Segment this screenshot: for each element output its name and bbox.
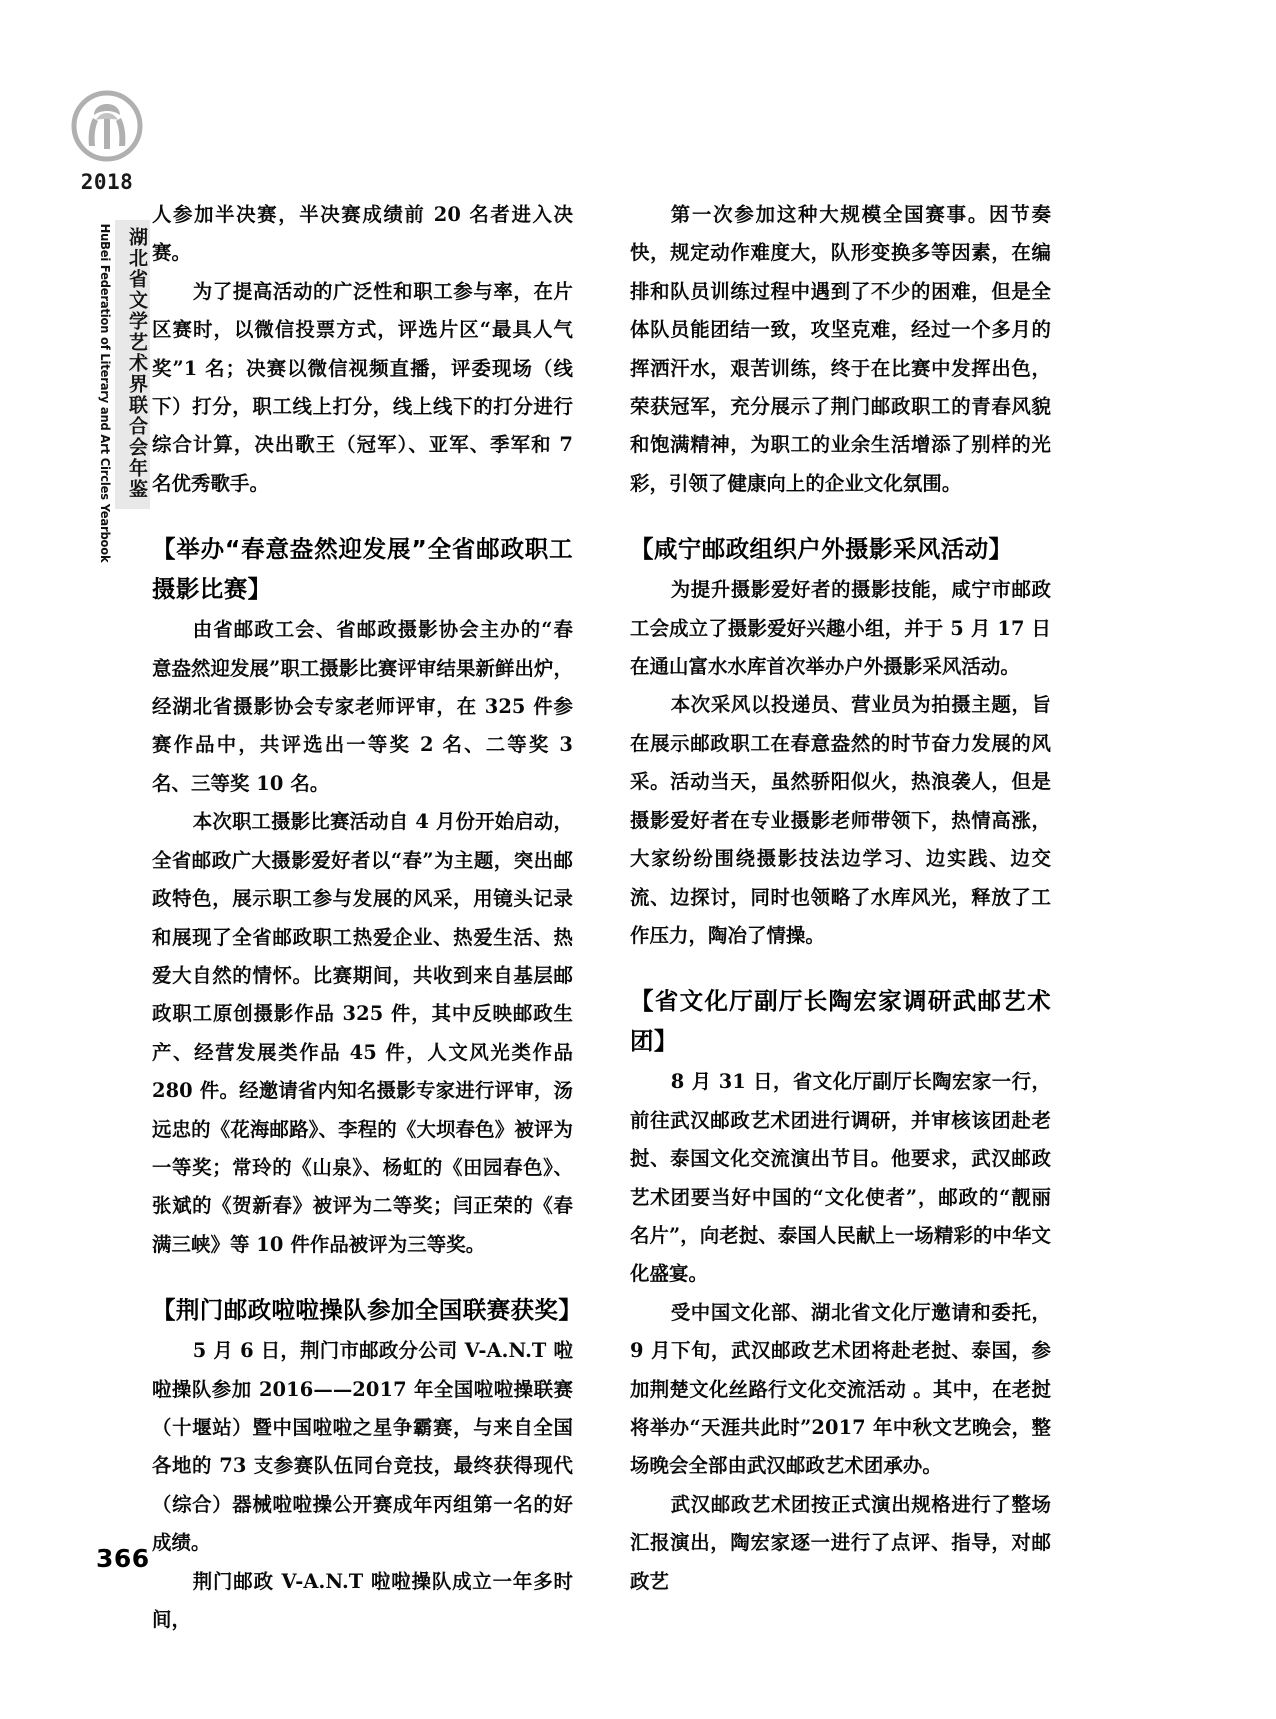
emblem-year: 2018 [80, 170, 134, 194]
body-paragraph: 人参加半决赛，半决赛成绩前 20 名者进入决赛。 [152, 203, 573, 265]
body-paragraph: 本次职工摄影比赛活动自 4 月份开始启动，全省邮政广大摄影爱好者以“春”为主题，突出邮政特色，展示职工参与发展的风采，用镜头记录和展现了全省邮政职工热爱企业、热爱生活、热爱大自然的情怀。比赛期间，共收到来自基层邮政职工原创摄影作品 325 件，其中反映邮政生产、经营发展类作品 45 件，人文风光类作品 280 件。经邀请省内知名摄影专家进行评审，汤远忠的《花海邮路》、李程的《大坝春色》被评为一等奖；常玲的《山泉》、杨虹的《田园春色》、张斌的《贺新春》被评为二等奖；闫正荣的《春满三峡》等 10 件作品被评为三等奖。 [152, 810, 573, 1256]
right-column [630, 196, 1051, 1639]
body-paragraph: 本次采风以投递员、营业员为拍摄主题，旨在展示邮政职工在春意盎然的时节奋力发展的风采。活动当天，虽然骄阳似火，热浪袭人，但是摄影爱好者在专业摄影老师带领下，热情高涨，大家纷纷围绕摄影技法边学习、边实践、边交流、边探讨，同时也领略了水库风光，释放了工作压力，陶冶了情操。 [630, 693, 1051, 947]
section-heading: 【省文化厅副厅长陶宏家调研武邮艺术团】 [630, 987, 1051, 1056]
page-margin-block [64, 88, 150, 592]
vertical-title-en: HuBei Federation of Literary and Art Circles Yearbook [98, 223, 113, 563]
body-paragraph: 为提升摄影爱好者的摄影技能，咸宁市邮政工会成立了摄影爱好兴趣小组，并于 5 月 17 日在通山富水水库首次举办户外摄影采风活动。 [630, 578, 1051, 679]
page-number: 366 [96, 1544, 150, 1573]
body-paragraph: 8 月 31 日，省文化厅副厅长陶宏家一行，前往武汉邮政艺术团进行调研，并审核该团赴老挝、泰国文化交流演出节目。他要求，武汉邮政艺术团要当好中国的“文化使者”，邮政的“靓丽名片”，向老挝、泰国人民献上一场精彩的中华文化盛宴。 [630, 1070, 1051, 1286]
body-paragraph: 受中国文化部、湖北省文化厅邀请和委托，9 月下旬，武汉邮政艺术团将赴老挝、泰国，参加荆楚文化丝路行文化交流活动 。其中，在老挝将举办“天涯共此时”2017 年中秋文艺晚会，整场晚会全部由武汉邮政艺术团承办。 [630, 1300, 1051, 1478]
body-paragraph: 5 月 6 日，荆门市邮政分公司 V-A.N.T 啦啦操队参加 2016——2017 年全国啦啦操联赛（十堰站）暨中国啦啦之星争霸赛，与来自全国各地的 73 支参赛队伍同台竞技，最终获得现代（综合）器械啦啦操公开赛成年丙组第一名的好成绩。 [152, 1339, 573, 1555]
left-column [152, 196, 583, 1639]
section-heading: 【荆门邮政啦啦操队参加全国联赛获奖】 [152, 1296, 583, 1325]
body-paragraph: 武汉邮政艺术团按正式演出规格进行了整场汇报演出，陶宏家逐一进行了点评、指导，对邮政艺 [630, 1492, 1051, 1593]
section-heading: 【咸宁邮政组织户外摄影采风活动】 [630, 535, 1013, 564]
hubei-federation-emblem-icon [69, 88, 145, 164]
section-heading: 【举办“春意盎然迎发展”全省邮政职工摄影比赛】 [152, 535, 573, 604]
body-paragraph: 为了提高活动的广泛性和职工参与率，在片区赛时，以微信投票方式，评选片区“最具人气奖”1 名；决赛以微信视频直播，评委现场（线下）打分，职工线上打分，线上线下的打分进行综合计算，决出歌王（冠军）、亚军、季军和 7 名优秀歌手。 [152, 279, 573, 495]
vertical-running-title [64, 220, 150, 592]
body-paragraph: 由省邮政工会、省邮政摄影协会主办的“春意盎然迎发展”职工摄影比赛评审结果新鲜出炉，经湖北省摄影协会专家老师评审，在 325 件参赛作品中，共评选出一等奖 2 名、二等奖 3 名、三等奖 10 名。 [152, 618, 573, 795]
article-columns [152, 196, 1052, 1639]
body-paragraph: 第一次参加这种大规模全国赛事。因节奏快，规定动作难度大，队形变换多等因素，在编排和队员训练过程中遇到了不少的困难，但是全体队员能团结一致，攻坚克难，经过一个多月的挥洒汗水，艰苦训练，终于在比赛中发挥出色，荣获冠军，充分展示了荆门邮政职工的青春风貌和饱满精神，为职工的业余生活增添了别样的光彩，引领了健康向上的企业文化氛围。 [630, 203, 1051, 495]
body-paragraph: 荆门邮政 V-A.N.T 啦啦操队成立一年多时间， [152, 1569, 573, 1631]
vertical-title-cn: 湖北省文学艺术界联合会年鉴 [115, 220, 150, 509]
